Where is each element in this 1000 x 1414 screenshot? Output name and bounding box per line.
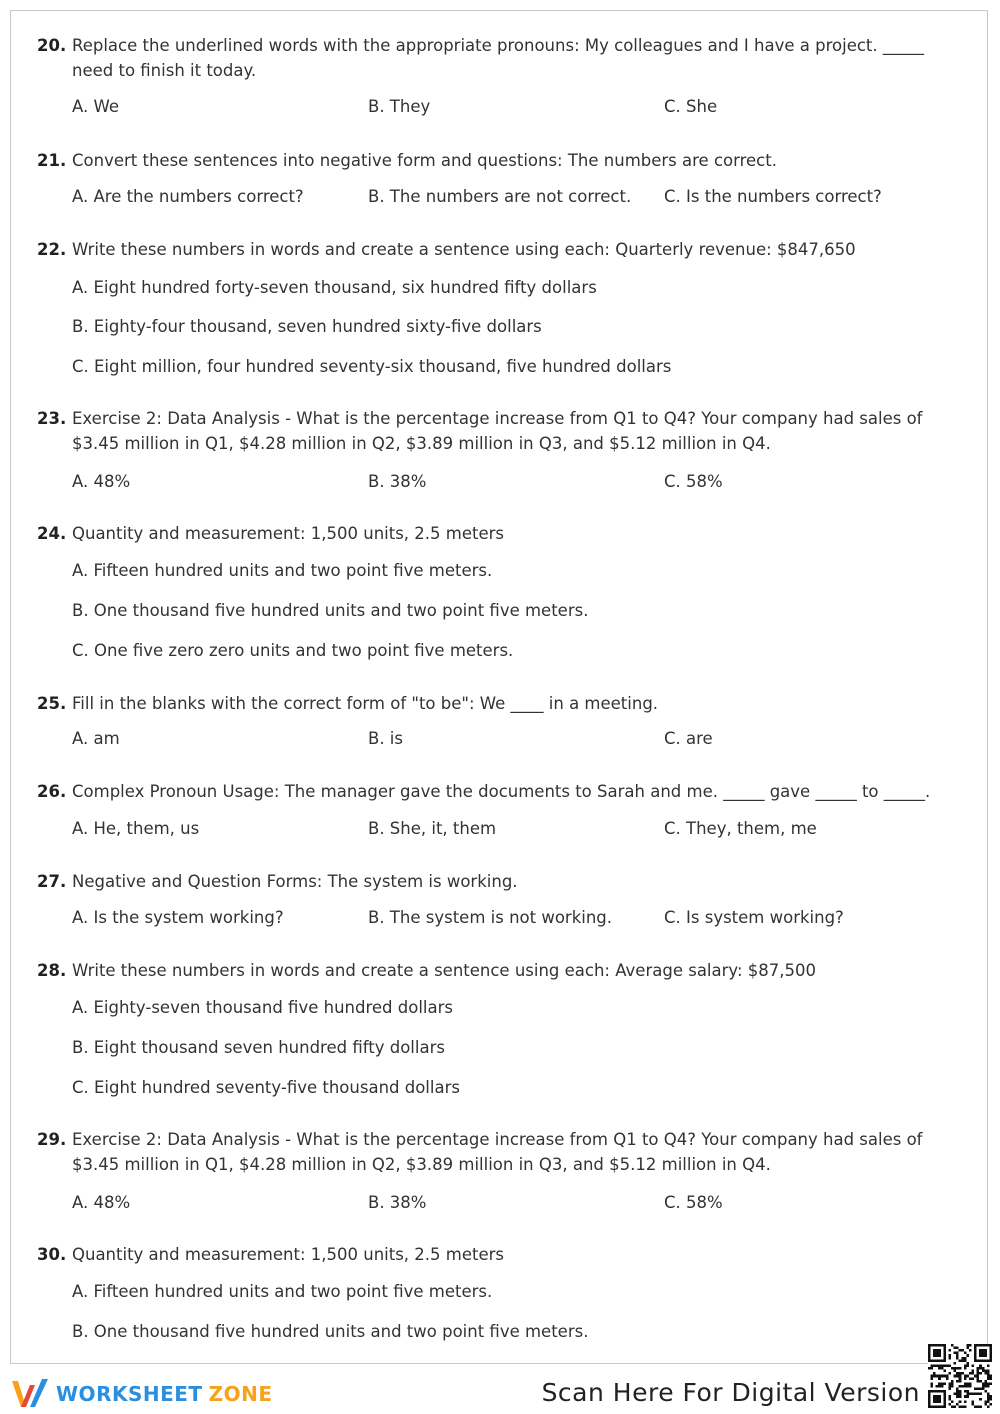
question-number: 25. [37,694,67,713]
question-text: Negative and Question Forms: The system is working. [72,872,518,891]
answer-option-c[interactable]: C. Is system working? [664,908,844,927]
answer-option-b[interactable]: B. She, it, them [368,819,497,838]
answer-option-c[interactable]: C. 58% [664,472,723,491]
logo-text-worksheet: WORKSHEET [56,1382,203,1406]
question-stem [37,691,957,716]
answer-option-c[interactable]: C. They, them, me [664,819,817,838]
scan-here-label: Scan Here For Digital Version [541,1378,920,1407]
question-text: Write these numbers in words and create a sentence using each: Quarterly revenue: $847,650 [72,240,856,259]
question-29 [37,1127,957,1212]
question-text: Quantity and measurement: 1,500 units, 2.5 meters [72,1245,504,1264]
answer-options [37,96,957,118]
question-22 [37,237,957,376]
question-number: 28. [37,961,67,980]
question-number: 30. [37,1245,67,1264]
answer-option-b[interactable]: B. is [368,729,403,748]
question-number: 29. [37,1130,67,1149]
question-stem [37,237,957,262]
answer-option-a[interactable]: A. Is the system working? [72,908,284,927]
qr-code-icon[interactable] [928,1344,992,1408]
answer-option-b[interactable]: B. Eighty-four thousand, seven hundred sixty-five dollars [72,317,542,336]
question-text: Fill in the blanks with the correct form of "to be": We ____ in a meeting. [72,694,659,713]
answer-option-b[interactable]: B. One thousand five hundred units and two point five meters. [72,1322,589,1341]
answer-option-a[interactable]: A. Fifteen hundred units and two point five meters. [72,561,493,580]
question-text: Complex Pronoun Usage: The manager gave the documents to Sarah and me. _____ gave _____ to _____. [72,782,931,801]
answer-option-a[interactable]: A. 48% [72,472,131,491]
question-text: Write these numbers in words and create a sentence using each: Average salary: $87,500 [72,961,817,980]
question-27 [37,869,957,927]
answer-options [37,818,957,840]
question-number: 26. [37,782,67,801]
answer-option-a[interactable]: A. am [72,729,120,748]
question-28 [37,958,957,1097]
question-text: Replace the underlined words with the appropriate pronouns: My colleagues and I have a project. _____ need to finish it today. [72,36,925,80]
answer-option-c[interactable]: C. 58% [664,1193,723,1212]
answer-option-c[interactable]: C. Is the numbers correct? [664,187,882,206]
answer-option-a[interactable]: A. He, them, us [72,819,200,838]
question-stem [37,869,957,894]
answer-option-a[interactable]: A. Fifteen hundred units and two point five meters. [72,1282,493,1301]
answer-option-a[interactable]: A. We [72,97,119,116]
answer-option-a[interactable]: A. Are the numbers correct? [72,187,304,206]
question-number: 24. [37,524,67,543]
logo-text [56,1382,272,1406]
question-30 [37,1242,957,1341]
answer-option-c[interactable]: C. are [664,729,713,748]
question-stem [37,521,957,546]
answer-option-b[interactable]: B. The numbers are not correct. [368,187,632,206]
answer-options [37,186,957,208]
question-text: Quantity and measurement: 1,500 units, 2.5 meters [72,524,504,543]
answer-option-b[interactable]: B. 38% [368,472,427,491]
answer-options [37,471,957,493]
question-stem [37,779,957,804]
question-text: Exercise 2: Data Analysis - What is the percentage increase from Q1 to Q4? Your company had sales of $3.45 million in Q1, $4.28 million in Q2, $3.89 million in Q3, and $5.12 million in Q4. [72,1130,923,1174]
question-stem [37,958,957,983]
answer-option-b[interactable]: B. One thousand five hundred units and two point five meters. [72,601,589,620]
answer-option-b[interactable]: B. They [368,97,431,116]
answer-option-c[interactable]: C. One five zero zero units and two point five meters. [72,641,514,660]
question-number: 27. [37,872,67,891]
question-stem [37,1242,957,1267]
answer-options [37,907,957,929]
question-20 [37,33,957,116]
question-stem [37,1127,957,1177]
question-number: 21. [37,151,67,170]
answer-option-a[interactable]: A. 48% [72,1193,131,1212]
question-number: 20. [37,36,67,55]
worksheet-zone-logo-icon [10,1377,52,1411]
answer-option-a[interactable]: A. Eighty-seven thousand five hundred dollars [72,998,453,1017]
question-number: 23. [37,409,67,428]
answer-option-b[interactable]: B. 38% [368,1193,427,1212]
answer-option-c[interactable]: C. Eight million, four hundred seventy-six thousand, five hundred dollars [72,357,672,376]
question-stem [37,148,957,173]
worksheet-page [10,10,988,1364]
question-24 [37,521,957,660]
answer-options [37,728,957,750]
answer-option-b[interactable]: B. Eight thousand seven hundred fifty dollars [72,1038,445,1057]
answer-option-c[interactable]: C. She [664,97,718,116]
answer-option-c[interactable]: C. Eight hundred seventy-five thousand dollars [72,1078,460,1097]
question-text: Convert these sentences into negative form and questions: The numbers are correct. [72,151,777,170]
logo-text-zone: ZONE [208,1382,273,1406]
question-21 [37,148,957,206]
question-stem [37,33,957,83]
answer-options [37,1192,957,1214]
question-26 [37,779,957,838]
answer-option-b[interactable]: B. The system is not working. [368,908,613,927]
question-text: Exercise 2: Data Analysis - What is the percentage increase from Q1 to Q4? Your company had sales of $3.45 million in Q1, $4.28 million in Q2, $3.89 million in Q3, and $5.12 million in Q4. [72,409,923,453]
question-stem [37,406,957,456]
answer-option-a[interactable]: A. Eight hundred forty-seven thousand, six hundred fifty dollars [72,278,597,297]
worksheet-zone-logo [10,1376,272,1412]
question-number: 22. [37,240,67,259]
question-25 [37,691,957,748]
question-23 [37,406,957,491]
